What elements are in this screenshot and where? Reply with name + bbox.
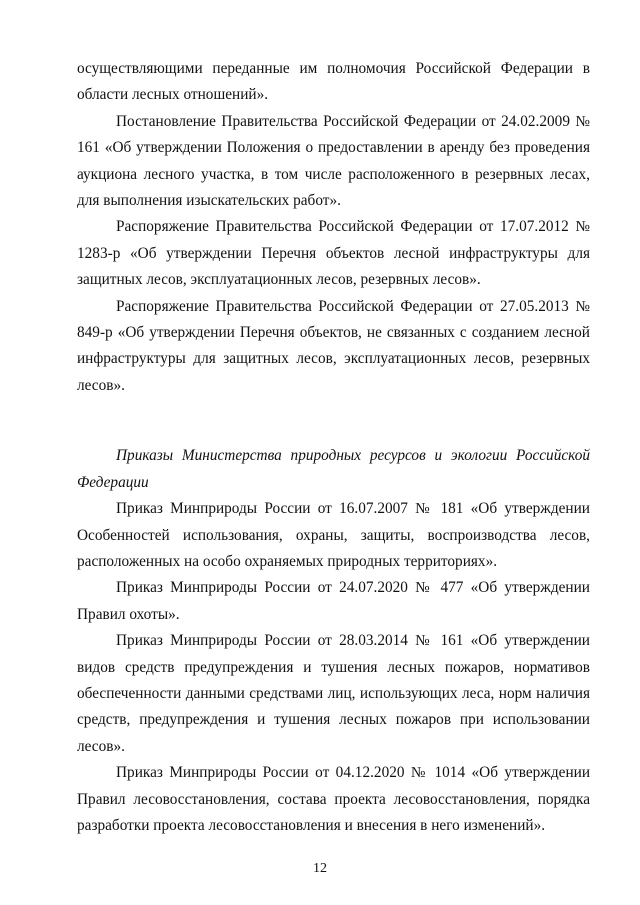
section-spacer — [77, 399, 590, 443]
page-number: 12 — [313, 861, 327, 876]
paragraph-decree-161: Постановление Правительства Российской Федерации от 24.02.2009 № 161 «Об утверждении Положения о предоставлении в аренду без проведения аукциона лесного участка, в том числе расположенного в резервных лесах, для выполнения изыскательских работ». — [77, 112, 590, 210]
paragraph-order-477: Приказ Минприроды России от 24.07.2020 № 477 «Об утверждении Правил охоты». — [77, 579, 590, 623]
paragraph-order-161: Приказ Минприроды России от 28.03.2014 № 161 «Об утверждении видов средств предупреждения и тушения лесных пожаров, нормативов обеспеченности данными средствами лиц, использующих леса, норм наличия средств, предупреждения и тушения лесных пожаров при использовании лесов». — [77, 632, 590, 755]
paragraph-order-181: Приказ Минприроды России от 16.07.2007 № 181 «Об утверждении Особенностей использования, охраны, защиты, воспроизводства лесов, расположенных на особо охраняемых природных территориях». — [77, 500, 590, 570]
paragraph-order-1014: Приказ Минприроды России от 04.12.2020 № 1014 «Об утверждении Правил лесовосстановления, состава проекта лесовосстановления, порядка разработки проекта лесовосстановления и внесения в него изменений». — [77, 764, 590, 834]
paragraph-order-849: Распоряжение Правительства Российской Федерации от 27.05.2013 № 849-р «Об утверждении Перечня объектов, не связанных с созданием лесной инфраструктуры для защитных лесов, эксплуатационных лесов, резервных лесов». — [77, 297, 590, 394]
paragraph-order-1283: Распоряжение Правительства Российской Федерации от 17.07.2012 № 1283-р «Об утверждении Перечня объектов лесной инфраструктуры для защитных лесов, эксплуатационных лесов, резервных лесов». — [77, 218, 590, 289]
document-page — [77, 56, 590, 839]
paragraph-continuation: осуществляющими переданные им полномочия Российской Федерации в области лесных отношений». — [77, 60, 590, 104]
section-title: Приказы Министерства природных ресурсов и экологии Российской Федерации — [77, 447, 590, 491]
